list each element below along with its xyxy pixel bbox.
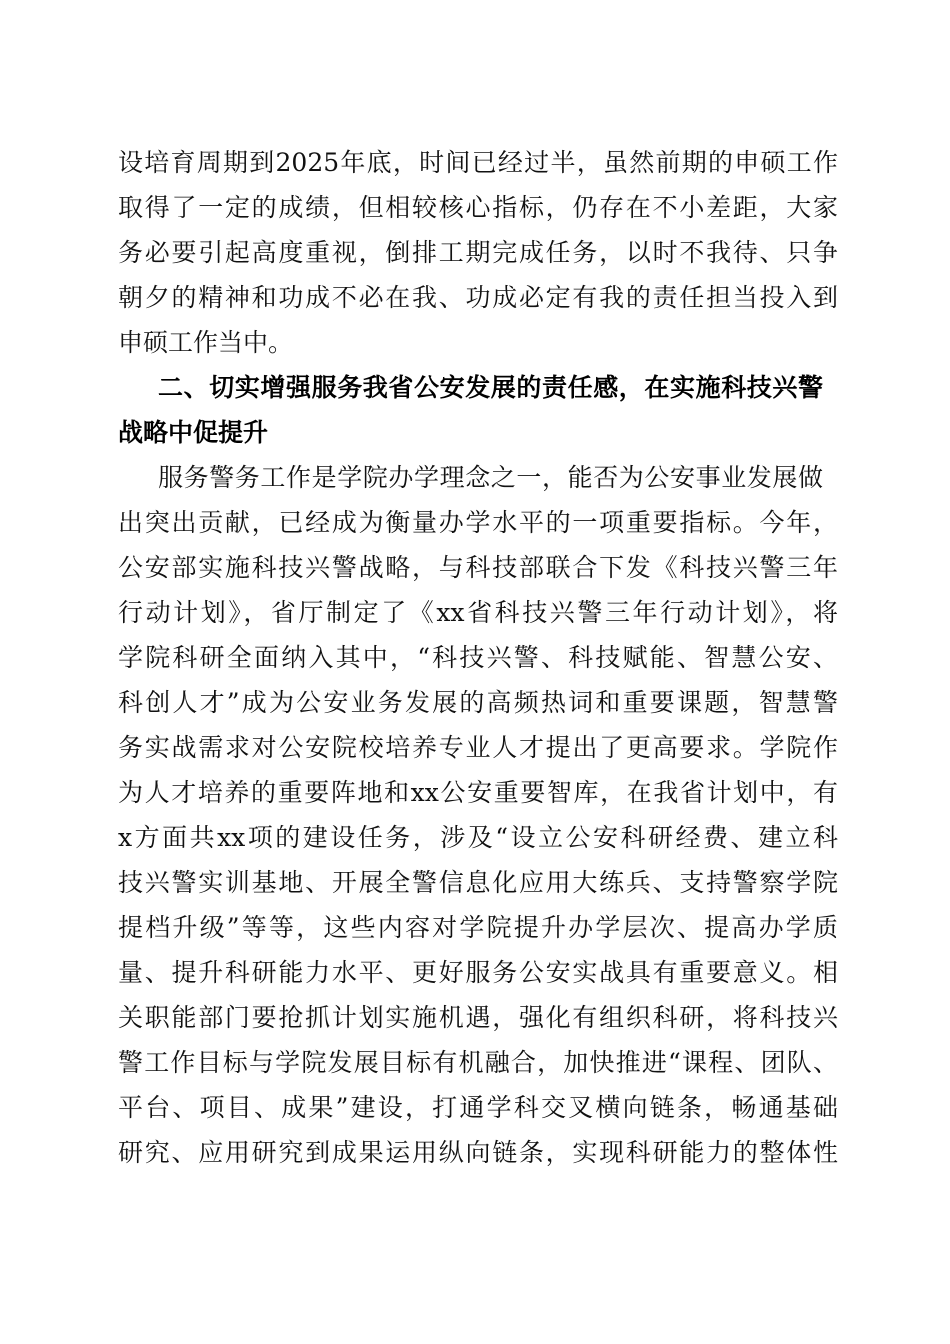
paragraph-2-line-13: 关职能部门要抢抓计划实施机遇，强化有组织科研，将科技兴: [118, 1003, 838, 1032]
paragraph-2-line-16: 研究、应用研究到成果运用纵向链条，实现科研能力的整体性: [118, 1138, 838, 1167]
paragraph-1-line-1: 设培育周期到2025年底，时间已经过半，虽然前期的申硕工作: [118, 148, 838, 177]
paragraph-2-line-3: 公安部实施科技兴警战略，与科技部联合下发《科技兴警三年: [118, 553, 838, 582]
paragraph-2-line-9: x方面共xx项的建设任务，涉及“设立公安科研经费、建立科: [118, 823, 838, 852]
paragraph-2-line-12: 量、提升科研能力水平、更好服务公安实战具有重要意义。相: [118, 958, 838, 987]
paragraph-2-line-14: 警工作目标与学院发展目标有机融合，加快推进“课程、团队、: [118, 1048, 838, 1077]
paragraph-2-line-4: 行动计划》，省厅制定了《xx省科技兴警三年行动计划》，将: [118, 598, 838, 627]
paragraph-1-line-4: 朝夕的精神和功成不必在我、功成必定有我的责任担当投入到: [118, 283, 838, 312]
paragraph-1-line-2: 取得了一定的成绩，但相较核心指标，仍存在不小差距，大家: [118, 193, 838, 222]
paragraph-2-line-5: 学院科研全面纳入其中，“科技兴警、科技赋能、智慧公安、: [118, 643, 838, 672]
paragraph-2-line-2: 出突出贡献，已经成为衡量办学水平的一项重要指标。今年，: [118, 508, 838, 537]
section-heading-line-2: 战略中促提升: [118, 418, 269, 447]
section-heading-line-1: 二、切实增强服务我省公安发展的责任感，在实施科技兴警: [158, 373, 823, 402]
paragraph-2-line-7: 务实战需求对公安院校培养专业人才提出了更高要求。学院作: [118, 733, 838, 762]
paragraph-2-line-15: 平台、项目、成果”建设，打通学科交叉横向链条，畅通基础: [118, 1093, 838, 1122]
paragraph-2-line-1: 服务警务工作是学院办学理念之一，能否为公安事业发展做: [158, 463, 823, 492]
paragraph-2-line-8: 为人才培养的重要阵地和xx公安重要智库，在我省计划中，有: [118, 778, 838, 807]
paragraph-2-line-11: 提档升级”等等，这些内容对学院提升办学层次、提高办学质: [118, 913, 838, 942]
paragraph-2-line-10: 技兴警实训基地、开展全警信息化应用大练兵、支持警察学院: [118, 868, 838, 897]
paragraph-2-line-6: 科创人才”成为公安业务发展的高频热词和重要课题，智慧警: [118, 688, 838, 717]
paragraph-1-line-3: 务必要引起高度重视，倒排工期完成任务，以时不我待、只争: [118, 238, 838, 267]
paragraph-1-line-5: 申硕工作当中。: [118, 328, 294, 357]
